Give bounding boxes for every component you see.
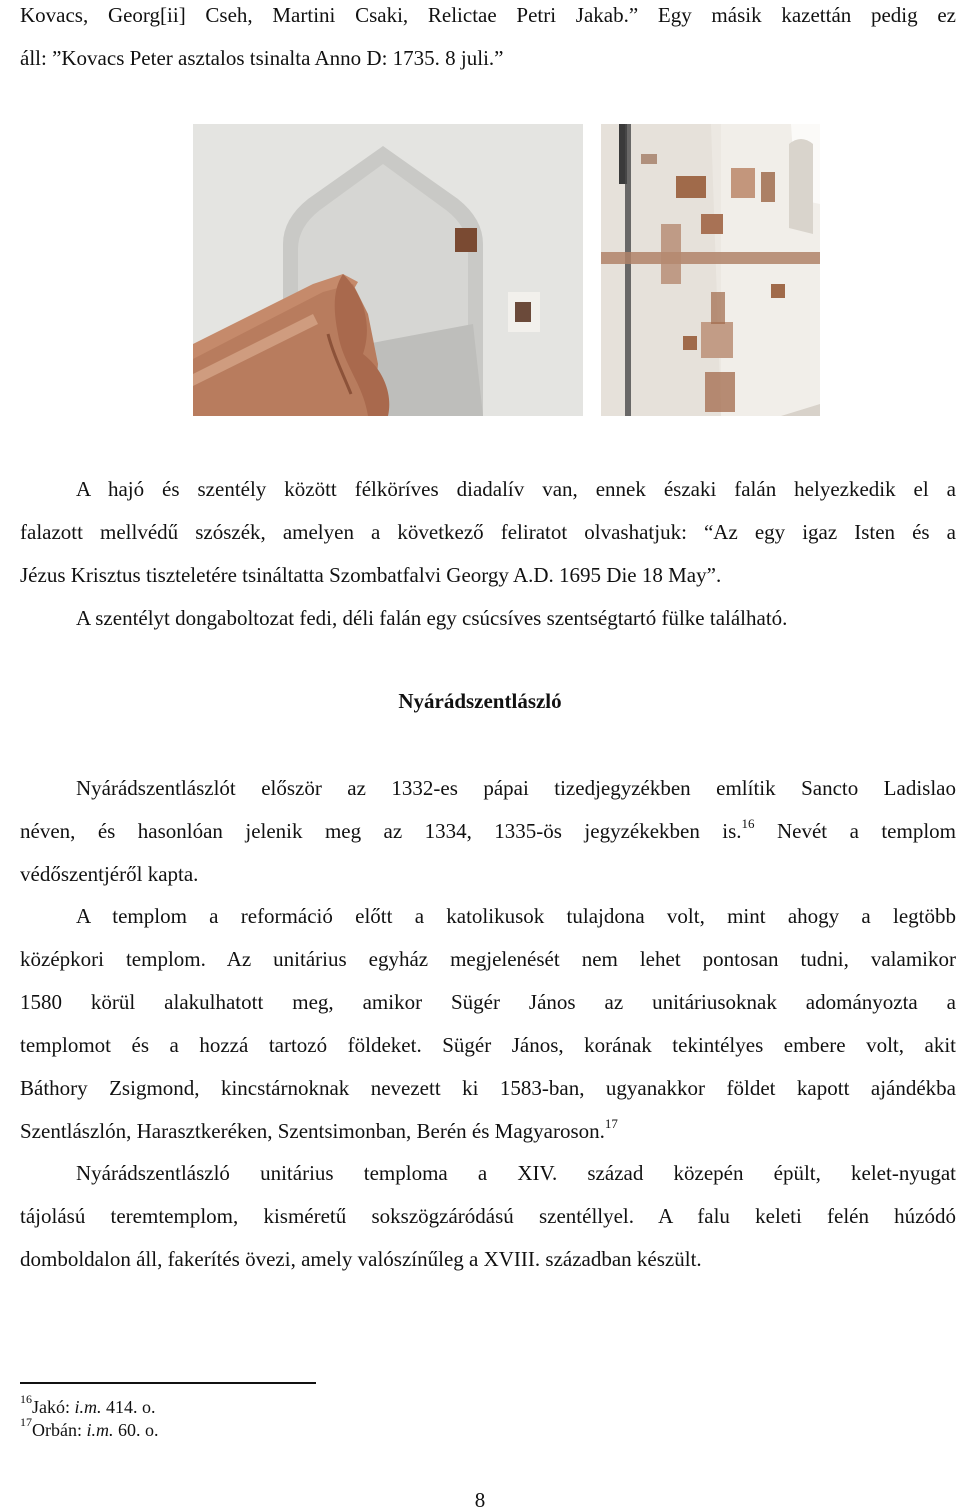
text-segment: Szentlászlón, Harasztkeréken, Szentsimonban, Berén és Magyaroson.: [20, 1119, 605, 1143]
text-segment: néven, és hasonlóan jelenik meg az 1334, 1335-ös jegyzékekben is.: [20, 819, 742, 843]
page-number: 8: [474, 1488, 486, 1512]
footnote-text: 60. o.: [113, 1420, 159, 1440]
footnote-text: 414. o.: [101, 1397, 156, 1417]
text-line: tájolású teremtemplom, kisméretű sokszögzáródású szentéllyel. A falu keleti felén húzódó: [20, 1204, 956, 1228]
footnote: [20, 1415, 159, 1441]
text-line: védőszentjéről kapta.: [20, 862, 199, 886]
footnote: [20, 1392, 156, 1418]
text-line: áll: ”Kovacs Peter asztalos tsinalta Anno D: 1735. 8 juli.”: [20, 46, 504, 70]
photo-niche-with-pew: [193, 124, 583, 416]
murals-photo-drawing: [601, 124, 820, 416]
text-line: A hajó és szentély között félköríves diadalív van, ennek északi falán helyezkedik el a: [76, 477, 956, 501]
footnote-italic: i.m.: [74, 1397, 102, 1417]
section-heading: Nyárádszentlászló: [398, 689, 562, 713]
text-line: A szentélyt dongaboltozat fedi, déli falán egy csúcsíves szentségtartó fülke található.: [76, 606, 788, 630]
text-line: domboldalon áll, fakerítés övezi, amely valószínűleg a XVIII. században készült.: [20, 1247, 702, 1271]
text-line: középkori templom. Az unitárius egyház megjelenését nem lehet pontosan tudni, valamikor: [20, 947, 956, 971]
text-line: templomot és a hozzá tartozó földeket. Sügér János, korának tekintélyes embere volt, akit: [20, 1033, 956, 1057]
text-line: A templom a reformáció előtt a katolikusok tulajdona volt, mint ahogy a legtöbb: [76, 904, 956, 928]
text-segment: Nevét a templom: [754, 819, 956, 843]
footnote-text: Orbán:: [32, 1420, 87, 1440]
footnote-reference: 17: [604, 1116, 618, 1131]
text-line: [20, 1118, 618, 1144]
text-line: Nyárádszentlászlót először az 1332-es pápai tizedjegyzékben említik Sancto Ladislao: [76, 776, 956, 800]
text-line: Jézus Krisztus tiszteletére tsináltatta Szombatfalvi Georgy A.D. 1695 Die 18 May”.: [20, 563, 722, 587]
text-line: falazott mellvédű szószék, amelyen a következő feliratot olvashatjuk: “Az egy igaz Isten és a: [20, 520, 956, 544]
footnote-reference: 16: [741, 816, 755, 831]
footnote-text: Jakó:: [32, 1397, 75, 1417]
text-line: Báthory Zsigmond, kincstárnoknak nevezett ki 1583-ban, ugyanakkor földet kapott ajándékba: [20, 1076, 956, 1100]
niche-photo-drawing: [193, 124, 583, 416]
text-line: Kovacs, Georg[ii] Cseh, Martini Csaki, Relictae Petri Jakab.” Egy másik kazettán pedig ez: [20, 3, 956, 27]
footnote-number: 17: [20, 1415, 32, 1429]
text-line: 1580 körül alakulhatott meg, amikor Sügér János az unitáriusoknak adományozta a: [20, 990, 956, 1014]
photo-interior-murals: [601, 124, 820, 416]
footnote-italic: i.m.: [86, 1420, 114, 1440]
footnote-number: 16: [20, 1392, 32, 1406]
text-line: Nyárádszentlászló unitárius temploma a XIV. század közepén épült, kelet-nyugat: [76, 1161, 956, 1185]
text-line: [20, 818, 956, 844]
footnote-divider: [20, 1382, 316, 1384]
